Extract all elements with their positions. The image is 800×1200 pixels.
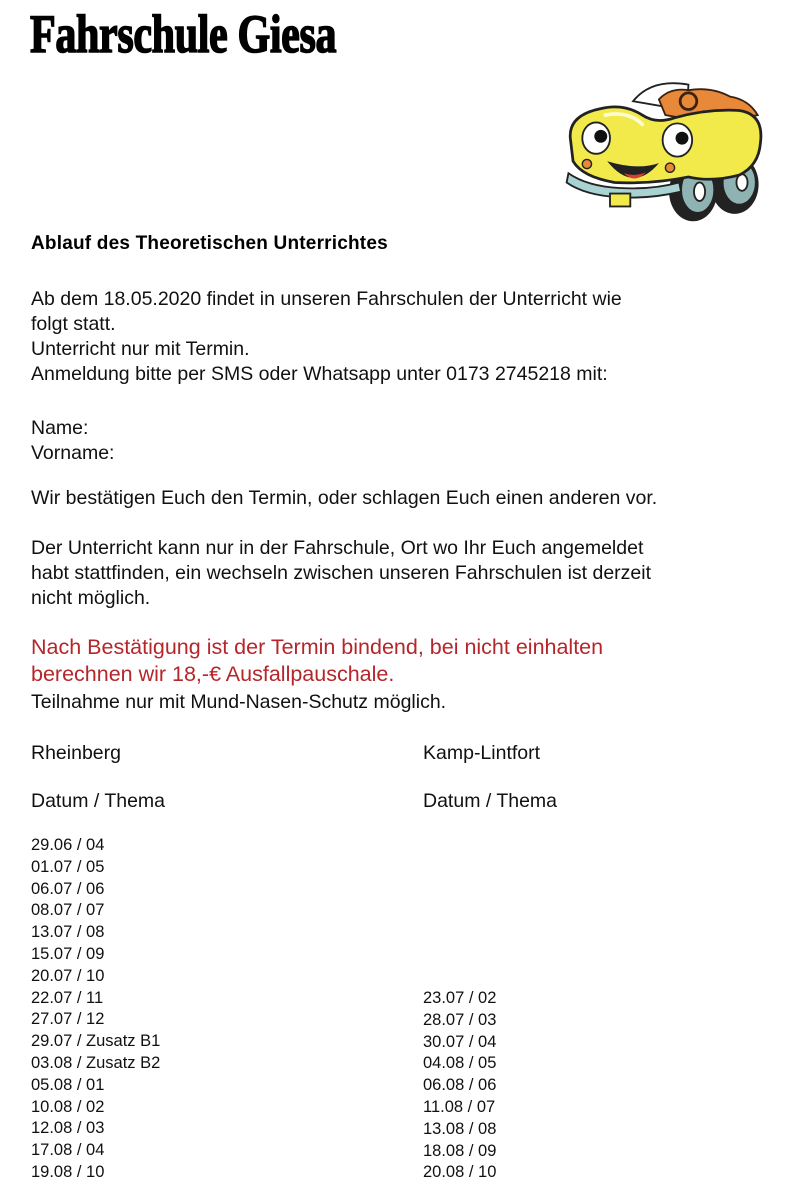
location-line: nicht möglich.: [31, 587, 151, 609]
rheinberg-schedule-list: [31, 835, 160, 1184]
schedule-column-header: Datum / Thema: [423, 790, 558, 812]
rheinberg-column-header: [31, 741, 165, 814]
cartoon-yellow-car-icon: [550, 72, 790, 232]
schedule-entry: 18.08 / 09: [423, 1141, 497, 1160]
warning-line: Nach Bestätigung ist der Termin bindend, bei nicht einhalten: [31, 635, 604, 659]
section-heading: Ablauf des Theoretischen Unterrichtes: [31, 233, 388, 254]
confirmation-paragraph: Wir bestätigen Euch den Termin, oder schlagen Euch einen anderen vor.: [31, 487, 658, 509]
schedule-entry: 04.08 / 05: [423, 1054, 497, 1073]
schedule-entry: 01.07 / 05: [31, 857, 105, 876]
schedule-entry: 29.07 / Zusatz B1: [31, 1032, 161, 1051]
schedule-entry: 06.08 / 06: [423, 1076, 497, 1095]
registration-contact: Anmeldung bitte per SMS oder Whatsapp unter 0173 2745218 mit:: [31, 363, 608, 385]
location-line: Der Unterricht kann nur in der Fahrschule, Ort wo Ihr Euch angemeldet: [31, 537, 644, 559]
kamp-lintfort-column-header: [423, 741, 557, 814]
vorname-label: Vorname:: [31, 442, 115, 464]
schedule-entry: 05.08 / 01: [31, 1075, 105, 1094]
location-line: habt stattfinden, ein wechseln zwischen unseren Fahrschulen ist derzeit: [31, 562, 652, 584]
appointment-notice: Unterricht nur mit Termin.: [31, 338, 250, 360]
warning-line: berechnen wir 18,-€ Ausfallpauschale.: [31, 662, 395, 686]
schedule-entry: 30.07 / 04: [423, 1032, 497, 1051]
intro-line: folgt statt.: [31, 313, 116, 335]
schedule-entry: 20.07 / 10: [31, 966, 105, 985]
registration-fields: [31, 416, 114, 466]
schedule-entry: 27.07 / 12: [31, 1010, 105, 1029]
cancellation-warning: [31, 634, 771, 688]
schedule-entry: 19.08 / 10: [31, 1162, 105, 1181]
intro-paragraph: [31, 287, 751, 387]
schedule-entry: 13.08 / 08: [423, 1119, 497, 1138]
schedule-entry: 08.07 / 07: [31, 901, 105, 920]
mask-notice: Teilnahme nur mit Mund-Nasen-Schutz möglich.: [31, 691, 447, 713]
location-paragraph: [31, 536, 761, 611]
schedule-entry: 23.07 / 02: [423, 989, 497, 1007]
name-label: Name:: [31, 417, 89, 439]
schedule-entry: 28.07 / 03: [423, 1010, 497, 1029]
city-label-rheinberg: Rheinberg: [31, 742, 121, 764]
schedule-column-header: Datum / Thema: [31, 790, 166, 812]
schedule-entry: 29.06 / 04: [31, 836, 105, 854]
page-title: Fahrschule Giesa: [30, 4, 337, 64]
city-label-kamp-lintfort: Kamp-Lintfort: [423, 742, 541, 764]
schedule-entry: 13.07 / 08: [31, 923, 105, 942]
intro-line: Ab dem 18.05.2020 findet in unseren Fahrschulen der Unterricht wie: [31, 288, 622, 310]
schedule-entry: 10.08 / 02: [31, 1097, 105, 1116]
schedule-entry: 20.08 / 10: [423, 1163, 497, 1182]
schedule-entry: 12.08 / 03: [31, 1119, 105, 1138]
schedule-entry: 15.07 / 09: [31, 944, 105, 963]
kamp-lintfort-schedule-list: [423, 988, 496, 1184]
schedule-entry: 11.08 / 07: [423, 1097, 496, 1116]
schedule-entry: 17.08 / 04: [31, 1141, 105, 1160]
schedule-entry: 06.07 / 06: [31, 879, 105, 898]
schedule-entry: 22.07 / 11: [31, 988, 104, 1007]
schedule-entry: 03.08 / Zusatz B2: [31, 1053, 161, 1072]
